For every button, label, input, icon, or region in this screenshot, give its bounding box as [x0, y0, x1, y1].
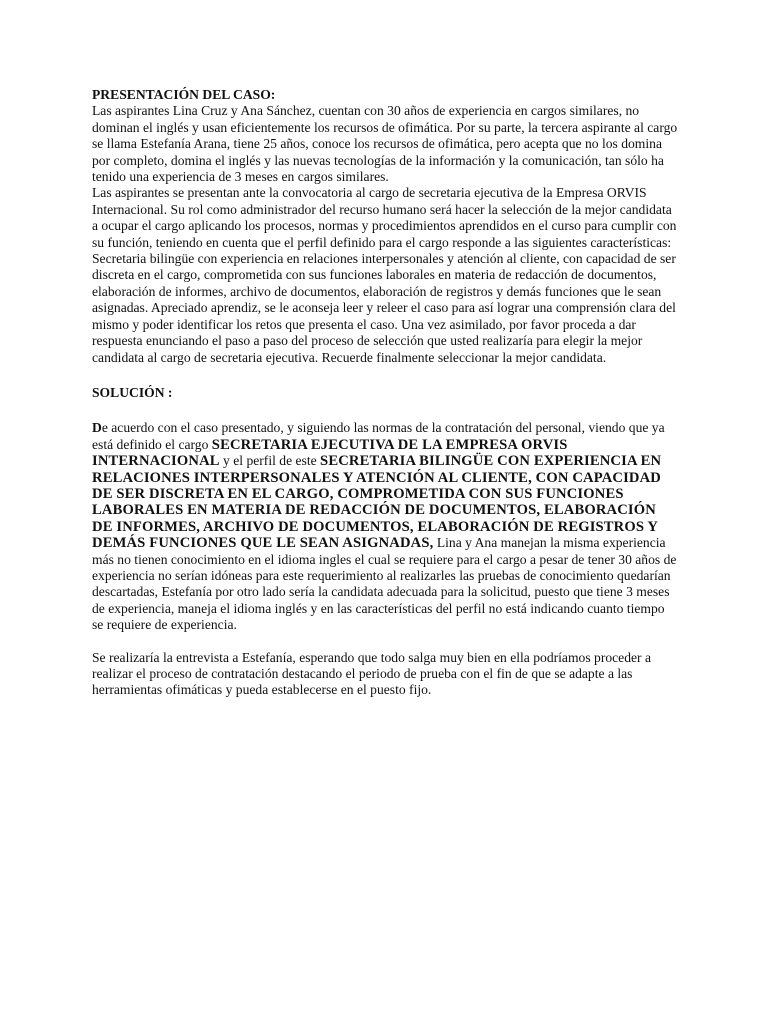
solution-mid-text: y el perfil de este — [219, 453, 321, 469]
spacer — [92, 401, 678, 420]
solution-initial: D — [92, 420, 102, 436]
solution-paragraph-1 — [92, 420, 678, 633]
document-page — [92, 87, 678, 699]
solution-position-title: SECRETARIA EJECUTIVA DE LA EMPRESA ORVIS INTERNACIONAL — [92, 436, 568, 470]
solution-paragraph-2: Se realizaría la entrevista a Estefanía, esperando que todo salga muy bien en ella podríamos proceder a realizar el proceso de contratación destacando el periodo de prueba con el fin de que se adapte a las herramientas ofimáticas y pueda establecerse en el puesto fijo. — [92, 649, 651, 698]
solution-profile-text: SECRETARIA BILINGÜE CON EXPERIENCIA EN RELACIONES INTERPERSONALES Y ATENCIÓN AL CLIENTE, CON CAPACIDAD DE SER DISCRETA EN EL CARGO, COMPROMETIDA CON SUS FUNCIONES LABORALES EN MATERIA DE REDACCIÓN DE DOCUMENTOS, ELABORACIÓN DE INFORMES, ARCHIVO DE DOCUMENTOS, ELABORACIÓN DE REGISTROS Y DEMÁS FUNCIONES QUE LE SEAN ASIGNADAS, — [92, 453, 662, 552]
case-paragraph-1: Las aspirantes Lina Cruz y Ana Sánchez, cuentan con 30 años de experiencia en cargos similares, no dominan el inglés y usan eficientemente los recursos de ofimática. Por su parte, la tercera aspirante al cargo se llama Estefanía Arana, tiene 25 años, conoce los recursos de ofimática, pero acepta que no los domina por completo, domina el inglés y las nuevas tecnologías de la información y la comunicación, tan sólo ha tenido una experiencia de 3 meses en cargos similares. — [92, 103, 678, 185]
solution-intro-text: e acuerdo con el caso presentado, y siguiendo las normas de la contratación del personal, viendo que ya está definido el cargo — [92, 420, 665, 452]
case-paragraph-2: Las aspirantes se presentan ante la convocatoria al cargo de secretaria ejecutiva de la Empresa ORVIS Internacional. Su rol como administrador del recurso humano será hacer la selección de la mejor candidata a ocupar el cargo aplicando los procesos, normas y procedimientos aprendidos en el curso para cumplir con su función, teniendo en cuenta que el perfil definido para el cargo responde a las siguientes características: Secretaria bilingüe con experiencia en relaciones interpersonales y atención al cliente, con capacidad de ser discreta en el cargo, comprometida con sus funciones laborales en materia de redacción de documentos, elaboración de informes, archivo de documentos, elaboración de registros y demás funciones que le sean asignadas. Apreciado aprendiz, se le aconseja leer y releer el caso para así lograr una comprensión clara del mismo y poder identificar los retos que presenta el caso. Una vez asimilado, por favor proceda a dar respuesta enunciando el paso a paso del proceso de selección que usted realizaría para elegir la mejor candidata al cargo de secretaria ejecutiva. Recuerde finalmente seleccionar la mejor candidata. — [92, 185, 677, 365]
spacer — [92, 366, 678, 385]
spacer — [92, 634, 678, 650]
solution-analysis-text: Lina y Ana manejan la misma experiencia más no tienen conocimiento en el idioma ingles el cual se requiere para el cargo a pesar de tener 30 años de experiencia no serían idóneas para este requerimiento al realizarles las pruebas de conocimiento quedarían descartadas, Estefanía por otro lado sería la candidata adecuada para la solicitud, puesto que tiene 3 meses de experiencia, maneja el idioma inglés y en las características del perfil no está indicando cuanto tiempo se requiere de experiencia. — [92, 535, 677, 633]
case-heading: PRESENTACIÓN DEL CASO: — [92, 87, 276, 102]
solution-heading: SOLUCIÓN : — [92, 384, 173, 400]
